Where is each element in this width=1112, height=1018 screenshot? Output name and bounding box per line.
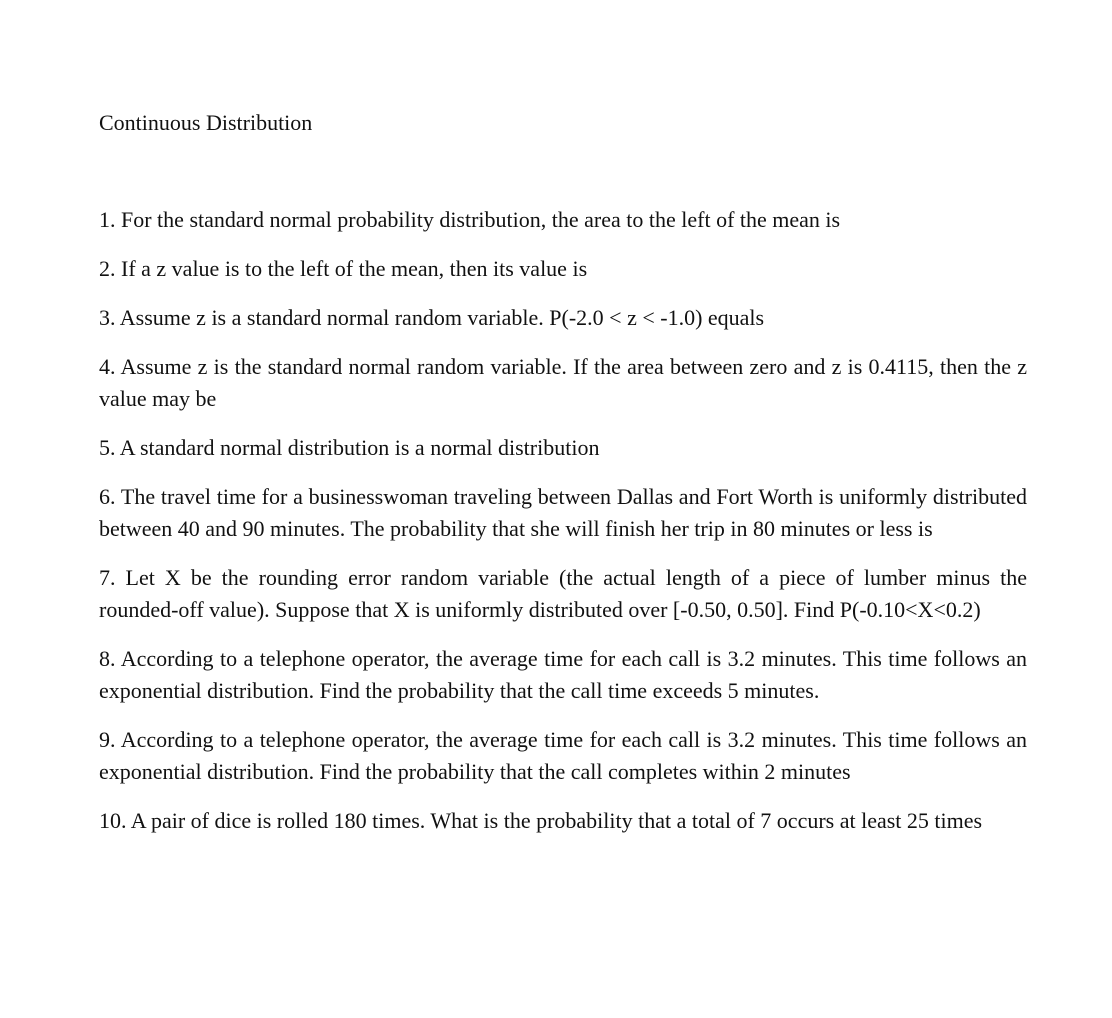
document-title: Continuous Distribution xyxy=(99,110,313,135)
question-9: 9. According to a telephone operator, the average time for each call is 3.2 minutes. This time follows an exponential distribution. Find the probability that the call completes within 2 minutes xyxy=(99,727,1027,784)
question-1: 1. For the standard normal probability distribution, the area to the left of the mean is xyxy=(99,207,841,232)
question-4: 4. Assume z is the standard normal random variable. If the area between zero and z is 0.4115, then the z value may be xyxy=(99,354,1027,411)
question-7: 7. Let X be the rounding error random variable (the actual length of a piece of lumber minus the rounded-off value). Suppose that X is uniformly distributed over [-0.50, 0.50]. Find P(-0.10<X<0.2) xyxy=(99,565,1027,622)
question-5: 5. A standard normal distribution is a normal distribution xyxy=(99,435,600,460)
question-10: 10. A pair of dice is rolled 180 times. What is the probability that a total of 7 occurs at least 25 times xyxy=(99,808,983,833)
question-2: 2. If a z value is to the left of the mean, then its value is xyxy=(99,256,588,281)
question-6: 6. The travel time for a businesswoman traveling between Dallas and Fort Worth is uniformly distributed between 40 and 90 minutes. The probability that she will finish her trip in 80 minutes or less is xyxy=(99,484,1027,541)
question-3: 3. Assume z is a standard normal random variable. P(-2.0 < z < -1.0) equals xyxy=(99,305,765,330)
question-8: 8. According to a telephone operator, the average time for each call is 3.2 minutes. This time follows an exponential distribution. Find the probability that the call time exceeds 5 minutes. xyxy=(99,646,1027,703)
question-list xyxy=(99,204,1027,854)
